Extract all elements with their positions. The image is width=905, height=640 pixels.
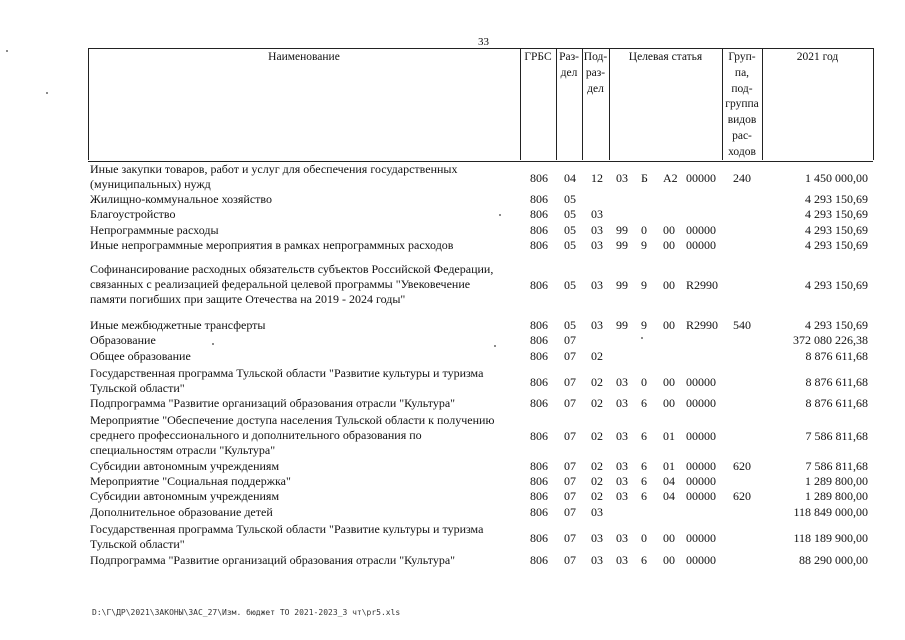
cell-sum: 8 876 611,68 xyxy=(805,375,868,389)
scan-speck xyxy=(6,50,8,52)
row-name xyxy=(90,207,525,222)
cell-razd: 05 xyxy=(564,192,576,206)
row-name xyxy=(90,262,525,307)
cell-sum: 7 586 811,68 xyxy=(805,429,868,443)
header-line: раз- xyxy=(585,66,606,79)
cell-t2: 9 xyxy=(641,238,647,252)
cell-razd: 07 xyxy=(564,349,576,363)
header-line: Груп- xyxy=(728,51,756,63)
row-name xyxy=(90,366,525,396)
header-year: 2021 год xyxy=(796,51,839,63)
file-path-footer: D:\Г\ДР\2021\ЗАКОНЫ\ЗАС_27\Изм. бюджет ТО 2021-2023_3 чт\pr5.xls xyxy=(92,608,401,617)
row-name-line: (муниципальных) нужд xyxy=(90,177,211,191)
cell-t1: 03 xyxy=(616,375,628,389)
cell-razd: 07 xyxy=(564,553,576,567)
row-name-line: Государственная программа Тульской области "Развитие культуры и туризма xyxy=(90,522,484,536)
row-name-line: Мероприятие "Социальная поддержка" xyxy=(90,474,291,488)
cell-grbs: 806 xyxy=(530,278,548,292)
cell-pod: 03 xyxy=(591,318,603,332)
cell-grbs: 806 xyxy=(530,238,548,252)
row-name xyxy=(90,413,525,458)
cell-pod: 03 xyxy=(591,278,603,292)
scan-speck xyxy=(494,345,496,347)
cell-t1: 99 xyxy=(616,223,628,237)
cell-t2: 6 xyxy=(641,459,647,473)
cell-grbs: 806 xyxy=(530,333,548,347)
cell-t1: 03 xyxy=(616,396,628,410)
row-name-line: Жилищно-коммунальное хозяйство xyxy=(90,192,273,206)
cell-grbs: 806 xyxy=(530,553,548,567)
row-name-line: Дополнительное образование детей xyxy=(90,505,273,519)
cell-sum: 4 293 150,69 xyxy=(805,223,868,237)
cell-grbs: 806 xyxy=(530,192,548,206)
header-target: Целевая статья xyxy=(628,51,703,63)
cell-grbs: 806 xyxy=(530,505,548,519)
cell-razd: 07 xyxy=(564,375,576,389)
row-name xyxy=(90,192,525,207)
cell-t4: R2990 xyxy=(686,278,719,292)
row-name-line: среднего профессионального и дополнительного образования по xyxy=(90,428,422,442)
header-line: группа xyxy=(725,98,759,111)
cell-grbs: 806 xyxy=(530,207,548,221)
cell-sum: 8 876 611,68 xyxy=(805,349,868,363)
row-name xyxy=(90,474,525,489)
cell-t4: 00000 xyxy=(686,375,716,389)
cell-t1: 99 xyxy=(616,278,628,292)
header-line: ходов xyxy=(728,145,756,158)
cell-t4: R2990 xyxy=(686,318,719,332)
cell-sum: 1 450 000,00 xyxy=(805,171,868,185)
cell-sum: 8 876 611,68 xyxy=(805,396,868,410)
cell-pod: 02 xyxy=(591,375,603,389)
row-name-line: Софинансирование расходных обязательств субъектов Российской Федерации, xyxy=(90,262,494,276)
cell-t3: 00 xyxy=(663,396,675,410)
cell-grbs: 806 xyxy=(530,429,548,443)
row-name xyxy=(90,162,525,192)
cell-pod: 02 xyxy=(591,489,603,503)
cell-razd: 05 xyxy=(564,223,576,237)
cell-grbs: 806 xyxy=(530,223,548,237)
cell-pod: 03 xyxy=(591,238,603,252)
cell-razd: 05 xyxy=(564,207,576,221)
cell-t3: 04 xyxy=(663,489,675,503)
row-name-line: Субсидии автономным учреждениям xyxy=(90,459,280,473)
cell-pod: 12 xyxy=(591,171,603,185)
cell-t4: 00000 xyxy=(686,459,716,473)
cell-t3: 00 xyxy=(663,238,675,252)
cell-vr: 620 xyxy=(733,459,751,473)
header-line: па, xyxy=(734,66,750,79)
header-podrazdel xyxy=(582,50,609,97)
cell-sum: 7 586 811,68 xyxy=(805,459,868,473)
cell-sum: 118 849 000,00 xyxy=(793,505,868,519)
cell-t1: 03 xyxy=(616,553,628,567)
table-row xyxy=(0,489,905,504)
cell-pod: 02 xyxy=(591,474,603,488)
cell-grbs: 806 xyxy=(530,531,548,545)
cell-pod: 02 xyxy=(591,429,603,443)
table-row xyxy=(0,413,905,458)
table-row xyxy=(0,162,905,192)
scan-speck xyxy=(46,92,48,94)
table-row xyxy=(0,505,905,520)
cell-t3: 00 xyxy=(663,278,675,292)
table-row xyxy=(0,262,905,307)
row-name-line: Иные закупки товаров, работ и услуг для обеспечения государственных xyxy=(90,162,458,176)
row-name-line: специальностям отрасли "Культура" xyxy=(90,443,276,457)
cell-t4: 00000 xyxy=(686,489,716,503)
cell-t4: 00000 xyxy=(686,396,716,410)
row-name xyxy=(90,238,525,253)
cell-t1: 03 xyxy=(616,531,628,545)
cell-t3: 00 xyxy=(663,223,675,237)
cell-t4: 00000 xyxy=(686,429,716,443)
row-name-line: Непрограммные расходы xyxy=(90,223,219,237)
scan-speck xyxy=(212,343,214,345)
cell-pod: 02 xyxy=(591,349,603,363)
cell-t2: 6 xyxy=(641,553,647,567)
row-name-line: Тульской области" xyxy=(90,537,185,551)
table-row xyxy=(0,207,905,222)
cell-sum: 4 293 150,69 xyxy=(805,207,868,221)
cell-sum: 372 080 226,38 xyxy=(793,333,868,347)
cell-vr: 240 xyxy=(733,171,751,185)
header-line: дел xyxy=(560,66,578,79)
header-divider xyxy=(873,48,874,160)
cell-razd: 07 xyxy=(564,489,576,503)
row-name xyxy=(90,333,525,348)
cell-sum: 4 293 150,69 xyxy=(805,278,868,292)
row-name-line: Субсидии автономным учреждениям xyxy=(90,489,280,503)
row-name-line: Иные межбюджетные трансферты xyxy=(90,318,266,332)
row-name xyxy=(90,553,525,568)
header-line: рас- xyxy=(732,129,752,142)
cell-t2: Б xyxy=(641,171,648,185)
header-line: видов xyxy=(727,114,757,127)
cell-t4: 00000 xyxy=(686,474,716,488)
cell-t2: 6 xyxy=(641,396,647,410)
cell-pod: 03 xyxy=(591,207,603,221)
cell-pod: 03 xyxy=(591,531,603,545)
row-name-line: Иные непрограммные мероприятия в рамках непрограммных расходов xyxy=(90,238,454,252)
cell-t4: 00000 xyxy=(686,223,716,237)
cell-sum: 1 289 800,00 xyxy=(805,489,868,503)
page-number: 33 xyxy=(478,36,489,48)
cell-t4: 00000 xyxy=(686,553,716,567)
scan-speck xyxy=(499,214,501,216)
cell-sum: 4 293 150,69 xyxy=(805,192,868,206)
row-name-line: Подпрограмма "Развитие организаций образования отрасли "Культура" xyxy=(90,396,456,410)
cell-grbs: 806 xyxy=(530,489,548,503)
cell-pod: 02 xyxy=(591,396,603,410)
cell-pod: 03 xyxy=(591,223,603,237)
cell-t1: 99 xyxy=(616,318,628,332)
cell-t1: 03 xyxy=(616,459,628,473)
cell-t1: 03 xyxy=(616,171,628,185)
table-row xyxy=(0,396,905,411)
cell-t2: 0 xyxy=(641,531,647,545)
cell-grbs: 806 xyxy=(530,396,548,410)
table-row xyxy=(0,349,905,364)
cell-pod: 03 xyxy=(591,553,603,567)
row-name-line: Подпрограмма "Развитие организаций образования отрасли "Культура" xyxy=(90,553,456,567)
header-name: Наименование xyxy=(268,51,340,63)
cell-t4: 00000 xyxy=(686,531,716,545)
cell-razd: 07 xyxy=(564,474,576,488)
cell-razd: 07 xyxy=(564,429,576,443)
row-name xyxy=(90,505,525,520)
header-line: под- xyxy=(731,82,753,95)
row-name-line: Тульской области" xyxy=(90,381,185,395)
row-name xyxy=(90,459,525,474)
row-name-line: связанных с реализацией федеральной целевой программы "Увековечение xyxy=(90,277,471,291)
row-name xyxy=(90,318,525,333)
cell-pod: 03 xyxy=(591,505,603,519)
cell-razd: 07 xyxy=(564,333,576,347)
cell-t1: 99 xyxy=(616,238,628,252)
cell-razd: 07 xyxy=(564,505,576,519)
row-name-line: памяти погибших при защите Отечества на 2019 - 2024 годы" xyxy=(90,292,406,306)
cell-t3: 00 xyxy=(663,318,675,332)
cell-grbs: 806 xyxy=(530,375,548,389)
cell-razd: 05 xyxy=(564,278,576,292)
cell-t3: А2 xyxy=(663,171,678,185)
table-row xyxy=(0,333,905,348)
row-name xyxy=(90,396,525,411)
table-row xyxy=(0,192,905,207)
cell-t4: 00000 xyxy=(686,171,716,185)
cell-t3: 01 xyxy=(663,429,675,443)
cell-t1: 03 xyxy=(616,474,628,488)
cell-sum: 88 290 000,00 xyxy=(799,553,868,567)
cell-razd: 07 xyxy=(564,459,576,473)
cell-pod: 02 xyxy=(591,459,603,473)
row-name xyxy=(90,522,525,552)
cell-sum: 4 293 150,69 xyxy=(805,318,868,332)
row-name xyxy=(90,223,525,238)
cell-t2: 6 xyxy=(641,489,647,503)
header-line: дел xyxy=(587,82,604,95)
cell-razd: 07 xyxy=(564,396,576,410)
cell-t3: 00 xyxy=(663,375,675,389)
header-grbs: ГРБС xyxy=(524,51,552,63)
scan-speck xyxy=(641,337,643,339)
cell-sum: 118 189 900,00 xyxy=(793,531,868,545)
cell-sum: 4 293 150,69 xyxy=(805,238,868,252)
cell-grbs: 806 xyxy=(530,474,548,488)
cell-razd: 07 xyxy=(564,531,576,545)
table-row xyxy=(0,366,905,396)
table-row xyxy=(0,238,905,253)
cell-t3: 01 xyxy=(663,459,675,473)
cell-t3: 00 xyxy=(663,531,675,545)
row-name-line: Государственная программа Тульской области "Развитие культуры и туризма xyxy=(90,366,484,380)
row-name-line: Мероприятие "Обеспечение доступа населения Тульской области к получению xyxy=(90,413,495,427)
cell-vr: 620 xyxy=(733,489,751,503)
cell-sum: 1 289 800,00 xyxy=(805,474,868,488)
cell-t2: 0 xyxy=(641,223,647,237)
cell-t3: 00 xyxy=(663,553,675,567)
table-row xyxy=(0,522,905,552)
header-line: Раз- xyxy=(559,51,579,63)
table-row xyxy=(0,474,905,489)
row-name xyxy=(90,349,525,364)
cell-t1: 03 xyxy=(616,429,628,443)
cell-razd: 05 xyxy=(564,238,576,252)
table-row xyxy=(0,318,905,333)
header-group xyxy=(722,50,762,161)
cell-t2: 6 xyxy=(641,474,647,488)
header-line: Под- xyxy=(583,51,608,63)
cell-razd: 05 xyxy=(564,318,576,332)
cell-grbs: 806 xyxy=(530,318,548,332)
table-row xyxy=(0,553,905,568)
cell-t3: 04 xyxy=(663,474,675,488)
cell-razd: 04 xyxy=(564,171,576,185)
cell-t2: 9 xyxy=(641,278,647,292)
cell-grbs: 806 xyxy=(530,349,548,363)
row-name-line: Благоустройство xyxy=(90,207,176,221)
cell-vr: 540 xyxy=(733,318,751,332)
header-razdel xyxy=(556,50,582,82)
cell-grbs: 806 xyxy=(530,171,548,185)
cell-t4: 00000 xyxy=(686,238,716,252)
table-row xyxy=(0,459,905,474)
cell-t2: 0 xyxy=(641,375,647,389)
cell-t1: 03 xyxy=(616,489,628,503)
row-name-line: Образование xyxy=(90,333,156,347)
cell-t2: 6 xyxy=(641,429,647,443)
cell-grbs: 806 xyxy=(530,459,548,473)
row-name-line: Общее образование xyxy=(90,349,191,363)
cell-t2: 9 xyxy=(641,318,647,332)
table-row xyxy=(0,223,905,238)
row-name xyxy=(90,489,525,504)
